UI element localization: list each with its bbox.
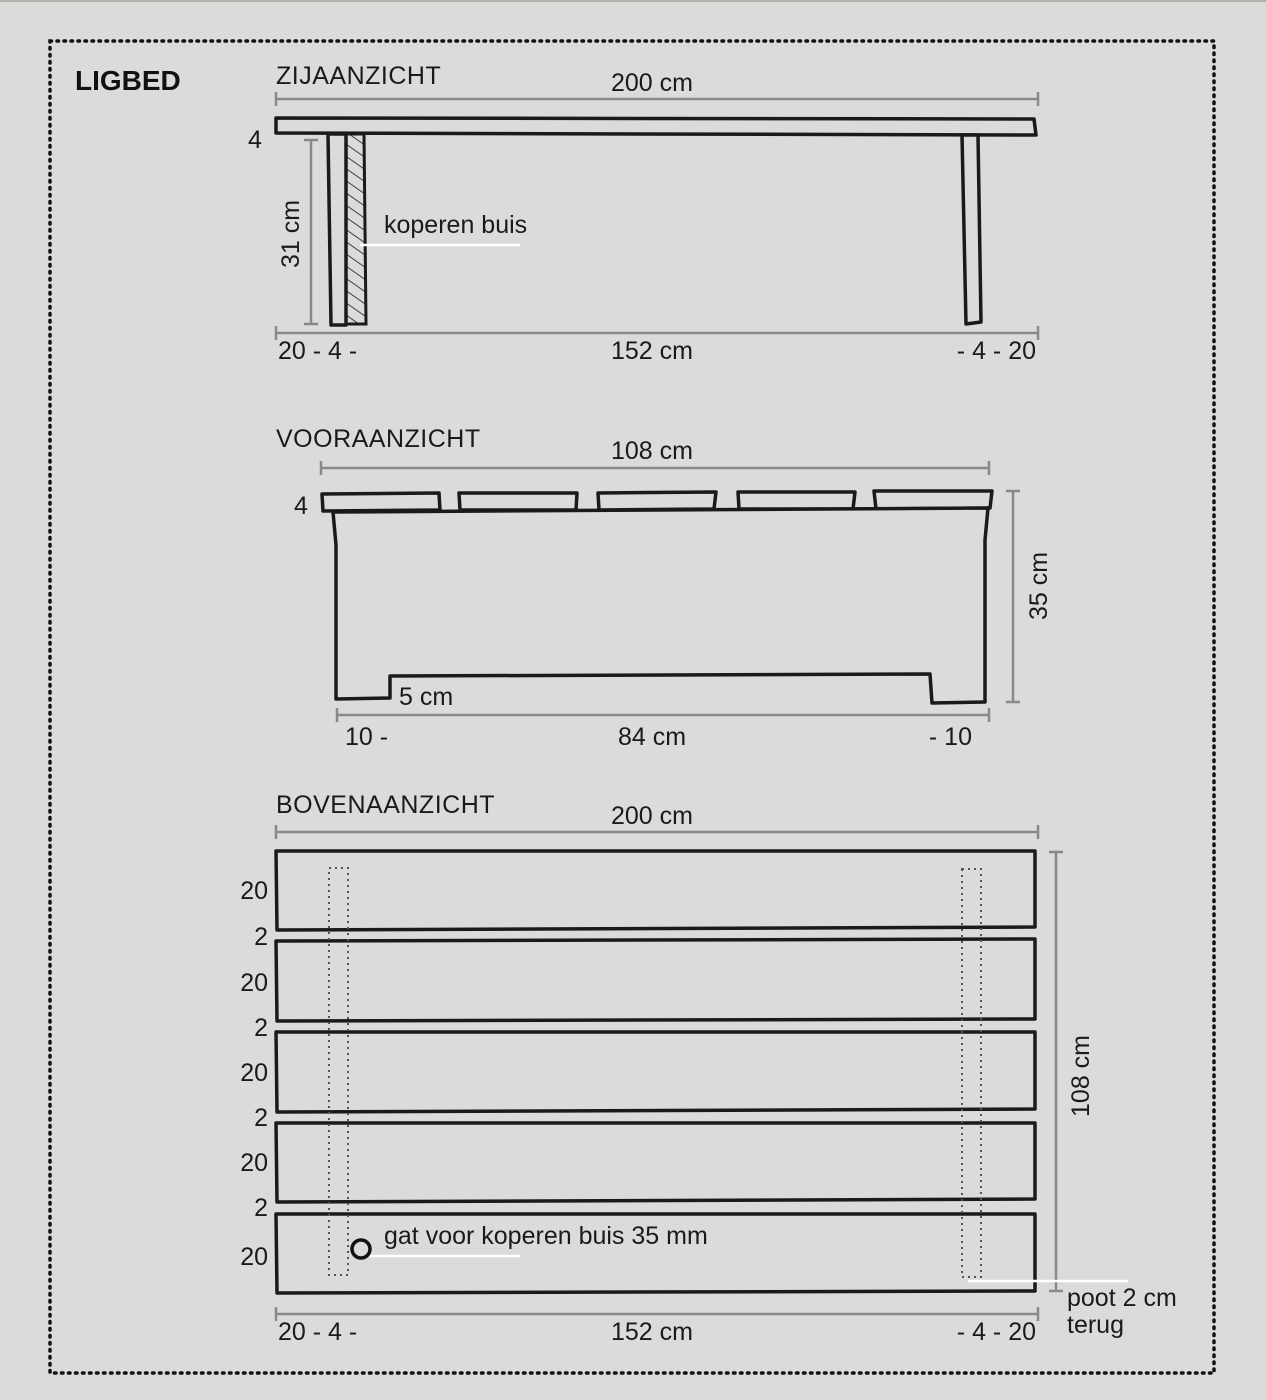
side-span-label: 152 cm (611, 337, 693, 365)
front-view-heading: VOORAANZICHT (276, 425, 481, 453)
top-view (240, 791, 1177, 1346)
front-right-offset-label: - 10 (928, 723, 972, 751)
row-label: 2 (254, 923, 268, 951)
top-plank (276, 1032, 1035, 1112)
front-slat (738, 492, 855, 509)
row-label: 20 (240, 969, 268, 997)
top-plank (276, 851, 1035, 930)
top-left-offset-label: 20 - 4 - (278, 1318, 358, 1346)
drawing-title: LIGBED (75, 65, 181, 96)
side-leg-height-label: 31 cm (277, 199, 305, 269)
top-right-offset-label: - 4 - 20 (956, 1318, 1036, 1346)
row-label: 20 (240, 1149, 268, 1177)
front-slat (874, 491, 992, 509)
top-width-label: 108 cm (1067, 1035, 1095, 1117)
row-label: 20 (240, 877, 268, 905)
side-top-thickness-label: 4 (248, 126, 262, 154)
front-span-label: 84 cm (617, 723, 687, 751)
front-frame (333, 508, 988, 703)
row-label: 2 (254, 1014, 268, 1042)
side-view (248, 62, 1038, 365)
front-slat (459, 493, 577, 510)
front-left-offset-label: 10 - (345, 723, 389, 751)
front-view (276, 425, 1053, 751)
top-span-label: 152 cm (611, 1318, 693, 1346)
top-plank (276, 1123, 1035, 1202)
copper-tube-hatched (346, 134, 366, 324)
front-top-thickness-label: 4 (294, 492, 308, 520)
side-view-heading: ZIJAANZICHT (276, 62, 442, 90)
row-label: 2 (254, 1194, 268, 1222)
front-slat (322, 493, 440, 511)
side-right-leg (962, 135, 981, 324)
top-length-label: 200 cm (611, 802, 693, 830)
leg-note-line-1: poot 2 cm (1067, 1284, 1177, 1312)
front-foot-height-label: 5 cm (399, 683, 454, 711)
top-plank (276, 939, 1035, 1021)
row-label: 2 (254, 1104, 268, 1132)
front-height-label: 35 cm (1025, 551, 1053, 621)
side-tabletop (276, 118, 1036, 135)
top-view-heading: BOVENAANZICHT (276, 791, 496, 819)
front-width-label: 108 cm (611, 437, 693, 465)
side-length-label: 200 cm (611, 69, 693, 97)
hole-note: gat voor koperen buis 35 mm (384, 1222, 708, 1250)
side-left-offset-label: 20 - 4 - (278, 337, 358, 365)
side-right-offset-label: - 4 - 20 (956, 337, 1036, 365)
leg-note-line-2: terug (1067, 1311, 1124, 1339)
row-label: 20 (240, 1059, 268, 1087)
front-slat (598, 492, 716, 510)
row-label: 20 (240, 1243, 268, 1271)
copper-tube-note: koperen buis (384, 211, 528, 239)
side-left-leg (328, 134, 346, 325)
